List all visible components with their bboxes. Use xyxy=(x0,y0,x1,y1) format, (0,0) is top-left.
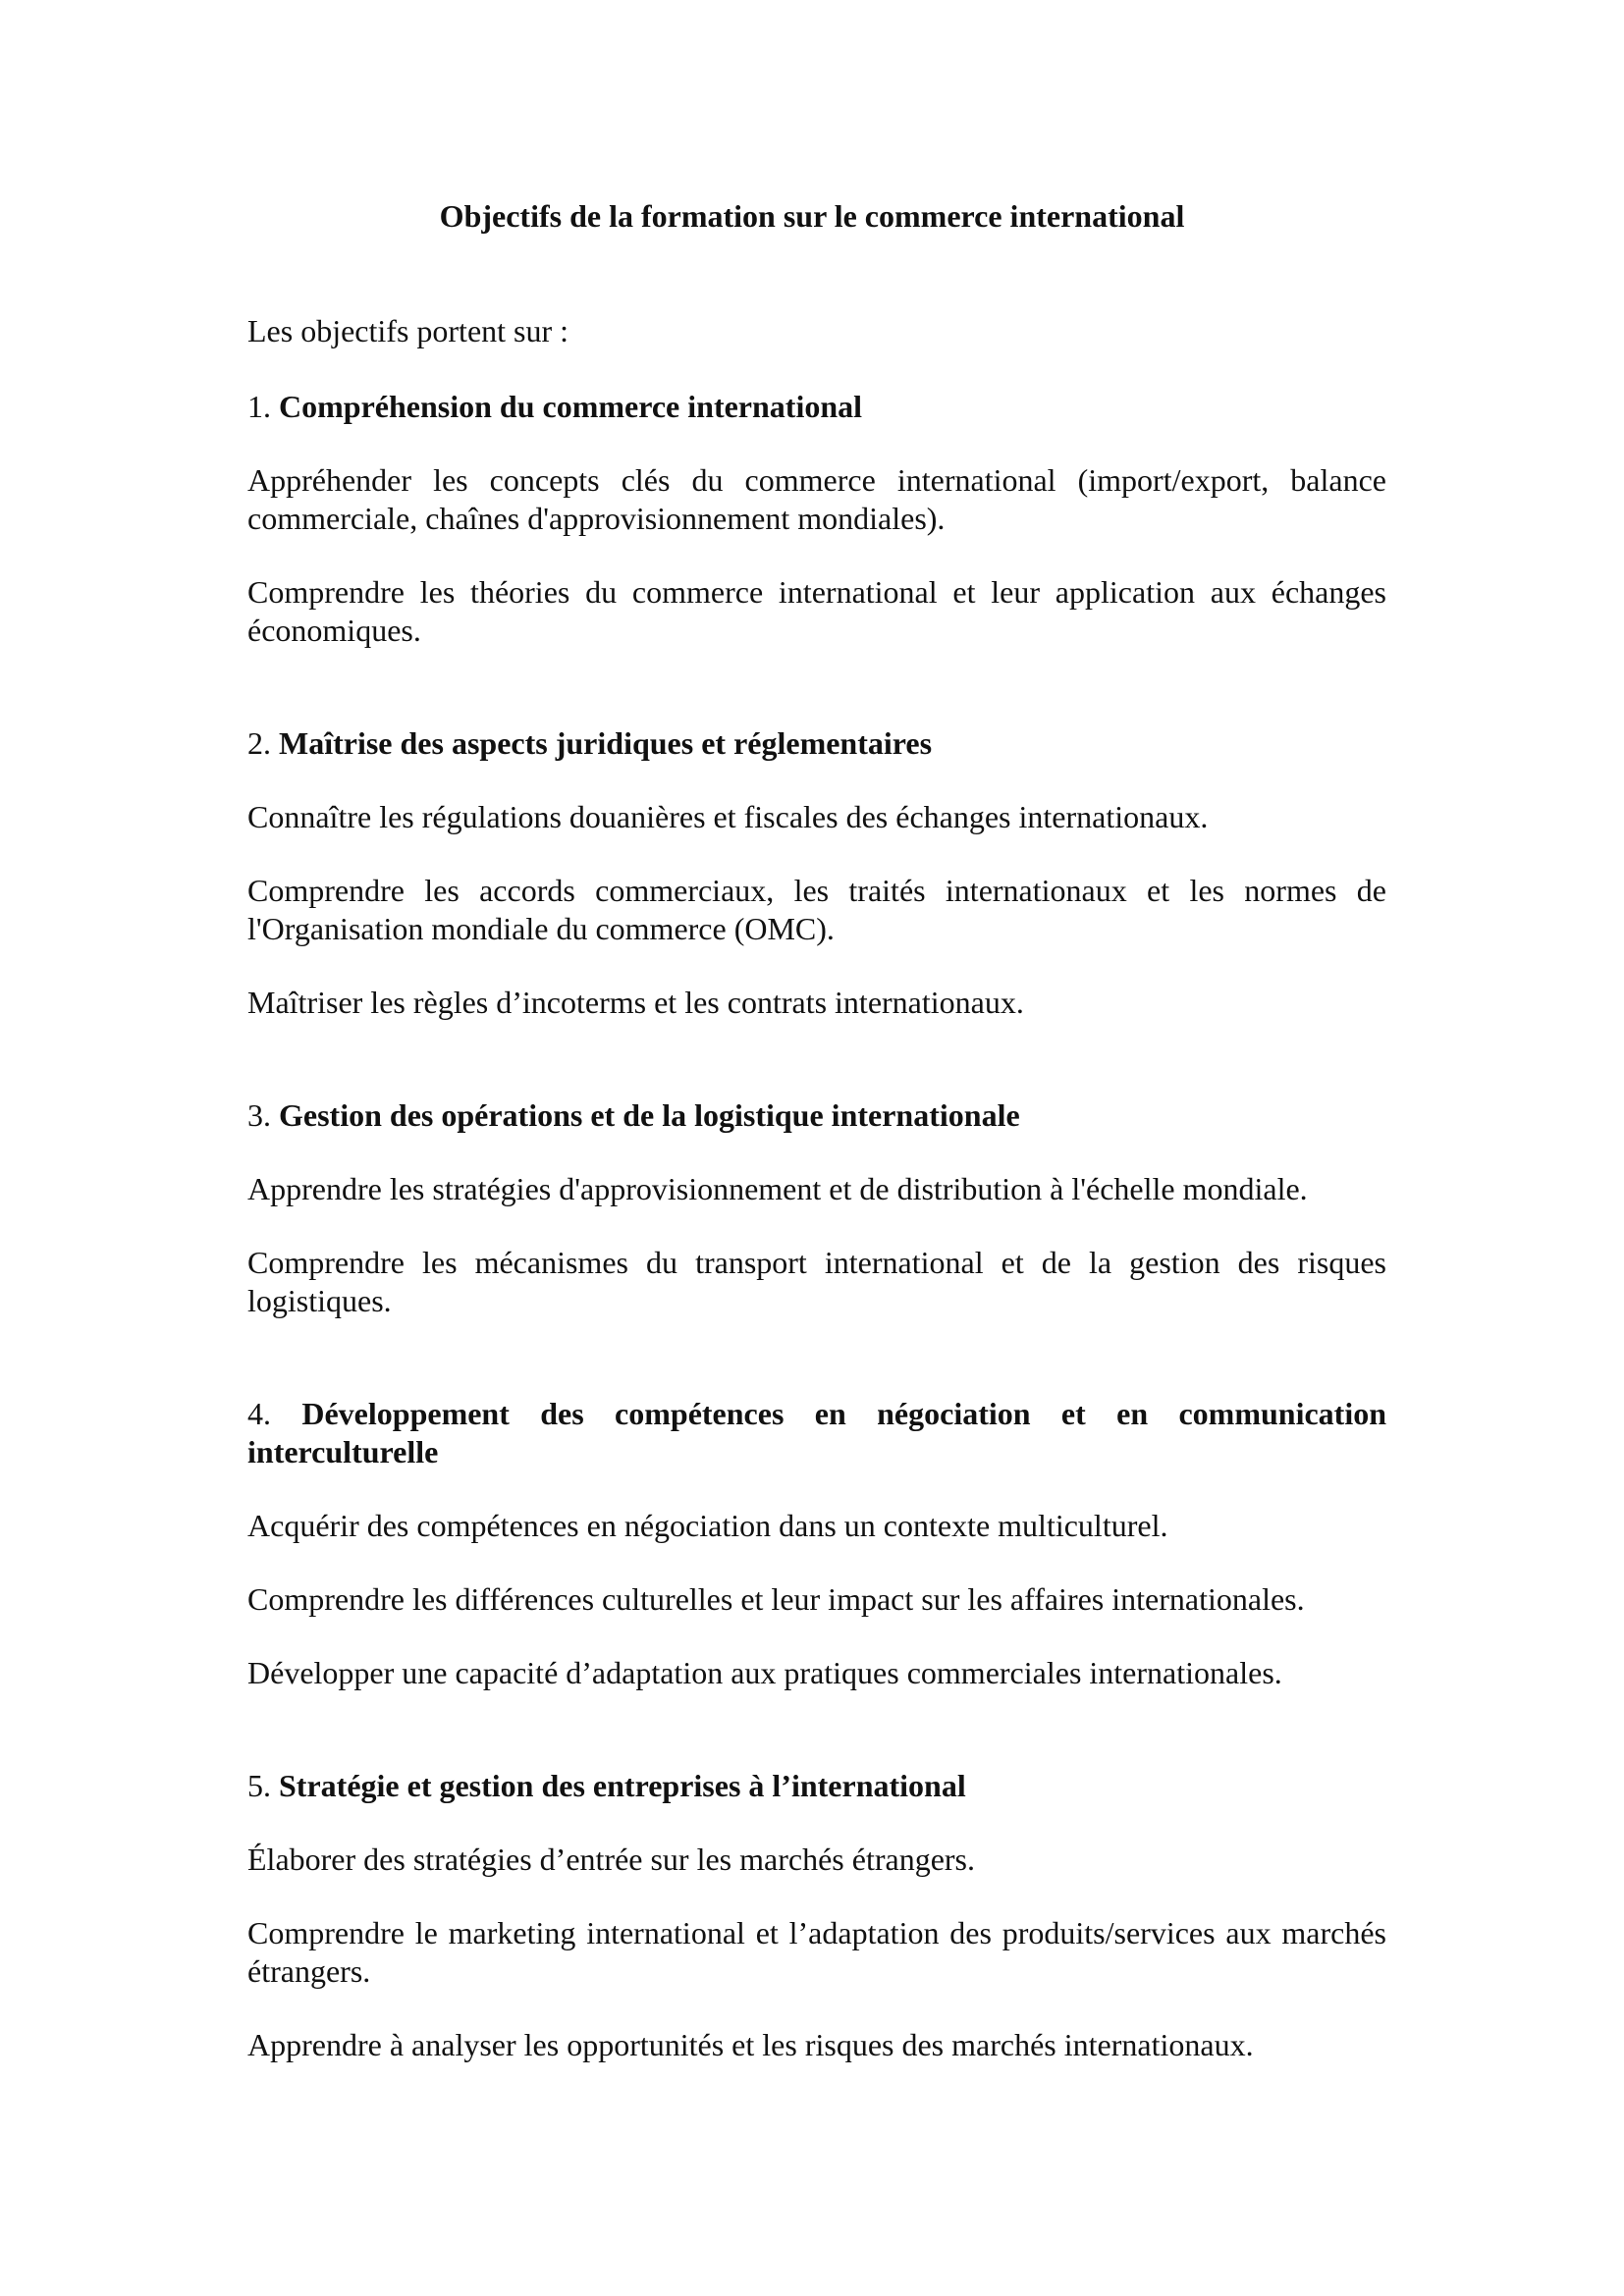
section-paragraph: Connaître les régulations douanières et fiscales des échanges internationaux. xyxy=(247,799,1209,834)
section-paragraph: Apprendre à analyser les opportunités et les risques des marchés internationaux. xyxy=(247,2027,1254,2062)
section-3 xyxy=(247,1096,1386,1320)
section-number: 4. xyxy=(247,1396,271,1431)
section-title: Compréhension du commerce international xyxy=(279,389,863,424)
section-paragraph: Comprendre les accords commerciaux, les traités internationaux et les normes de l'Organisation mondiale du commerce (OMC). xyxy=(247,873,1386,946)
section-title: Stratégie et gestion des entreprises à l’international xyxy=(279,1768,966,1803)
document-body xyxy=(247,312,1386,2064)
section-title: Maîtrise des aspects juridiques et réglementaires xyxy=(279,725,933,761)
section-paragraph: Comprendre les mécanismes du transport international et de la gestion des risques logistiques. xyxy=(247,1245,1386,1318)
section-paragraph: Comprendre le marketing international et l’adaptation des produits/services aux marchés étrangers. xyxy=(247,1915,1386,1989)
section-paragraph: Acquérir des compétences en négociation dans un contexte multiculturel. xyxy=(247,1508,1168,1543)
section-number: 3. xyxy=(247,1097,271,1133)
section-paragraph: Élaborer des stratégies d’entrée sur les marchés étrangers. xyxy=(247,1842,975,1877)
section-1 xyxy=(247,388,1386,650)
section-5 xyxy=(247,1767,1386,2064)
section-heading xyxy=(247,388,1386,426)
section-heading xyxy=(247,1767,1386,1805)
section-title: Gestion des opérations et de la logistique internationale xyxy=(279,1097,1020,1133)
section-2 xyxy=(247,724,1386,1022)
section-number: 1. xyxy=(247,389,271,424)
section-paragraph: Apprendre les stratégies d'approvisionnement et de distribution à l'échelle mondiale. xyxy=(247,1171,1308,1206)
section-paragraph: Développer une capacité d’adaptation aux pratiques commerciales internationales. xyxy=(247,1655,1282,1690)
intro-text: Les objectifs portent sur : xyxy=(247,313,569,348)
section-heading xyxy=(247,1096,1386,1135)
page-title: Objectifs de la formation sur le commerce international xyxy=(439,198,1185,234)
section-paragraph: Comprendre les différences culturelles et leur impact sur les affaires internationales. xyxy=(247,1581,1305,1617)
section-title: Développement des compétences en négociation et en communication interculturelle xyxy=(247,1396,1387,1469)
section-heading xyxy=(247,724,1386,763)
section-number: 2. xyxy=(247,725,271,761)
section-4 xyxy=(247,1395,1386,1692)
section-paragraph: Maîtriser les règles d’incoterms et les contrats internationaux. xyxy=(247,985,1024,1020)
section-paragraph: Appréhender les concepts clés du commerce international (import/export, balance commerciale, chaînes d'approvisionnement mondiales). xyxy=(247,462,1386,536)
section-heading xyxy=(247,1395,1386,1471)
section-paragraph: Comprendre les théories du commerce international et leur application aux échanges économiques. xyxy=(247,574,1386,648)
section-number: 5. xyxy=(247,1768,271,1803)
